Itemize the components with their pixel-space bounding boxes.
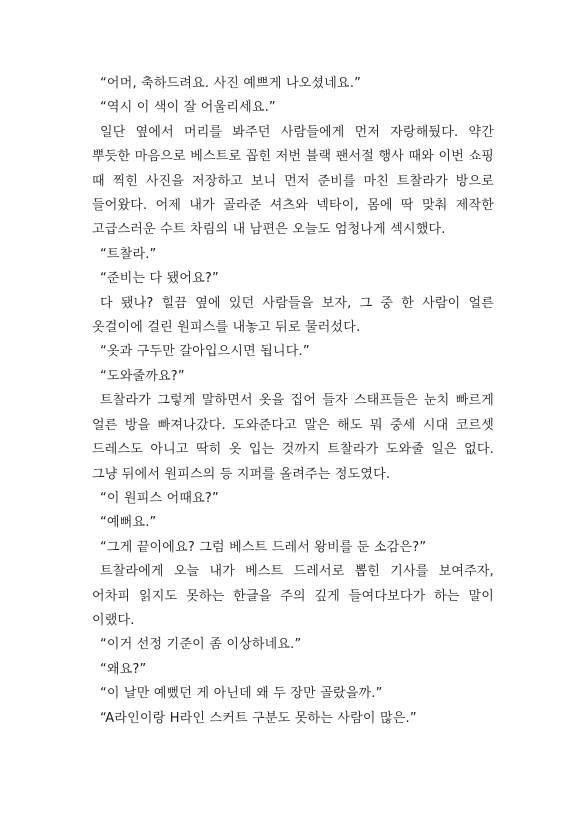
body-text — [92, 72, 494, 731]
narration-paragraph: 다 됐나? 힐끔 옆에 있던 사람들을 보자, 그 중 한 사람이 얼른 옷걸이에 걸린 원피스를 내놓고 뒤로 물러섰다. — [92, 295, 494, 336]
dialogue-line: “역시 이 색이 잘 어울리세요.” — [100, 100, 276, 116]
dialogue-line: “옷과 구두만 갈아입으시면 됩니다.” — [100, 344, 310, 360]
narration-paragraph: 일단 옆에서 머리를 봐주던 사람들에게 먼저 자랑해뒀다. 약간 뿌듯한 마음으로 베스트로 꼽힌 저번 블랙 팬서절 행사 때와 이번 쇼핑 때 찍힌 사진을 저장하고 보니 먼저 준비를 마친 트찰라가 방으로 들어왔다. 어제 내가 골라준 셔츠와 넥타이, 몸에 딱 맞춰 제작한 고급스러운 수트 차림의 내 남편은 오늘도 엄청나게 섹시했다. — [92, 124, 494, 238]
dialogue-line: “예뻐요.” — [100, 515, 157, 531]
dialogue-line: “그게 끝이에요? 그럼 베스트 드레서 왕비를 둔 소감은?” — [100, 539, 427, 555]
dialogue-line: “A라인이랑 H라인 스커트 구분도 못하는 사람이 많은.” — [100, 710, 417, 726]
dialogue-line: “도와줄까요?” — [100, 368, 185, 384]
dialogue-line: “이 원피스 어때요?” — [100, 490, 219, 506]
dialogue-line: “왜요?” — [100, 661, 147, 677]
dialogue-line: “이 날만 예뻤던 게 아닌데 왜 두 장만 골랐을까.” — [100, 686, 383, 702]
dialogue-line: “준비는 다 됐어요?” — [100, 271, 219, 287]
dialogue-line: “트찰라.” — [100, 246, 157, 262]
dialogue-line: “어머, 축하드려요. 사진 예쁘게 나오셨네요.” — [100, 76, 362, 91]
narration-paragraph: 트찰라가 그렇게 말하면서 옷을 집어 들자 스태프들은 눈치 빠르게 얼른 방을 빠져나갔다. 도와준다고 말은 해도 뭐 중세 시대 코르셋 드레스도 아니고 딱히 옷 입는 것까지 트찰라가 도와줄 일은 없다. 그냥 뒤에서 원피스의 등 지퍼를 올려주는 정도였다. — [92, 393, 494, 482]
narration-paragraph: 트찰라에게 오늘 내가 베스트 드레서로 뽑힌 기사를 보여주자, 어차피 읽지도 못하는 한글을 주의 깊게 들여다보다가 하는 말이 이랬다. — [92, 564, 494, 628]
dialogue-line: “이거 선정 기준이 좀 이상하네요.” — [100, 637, 302, 653]
